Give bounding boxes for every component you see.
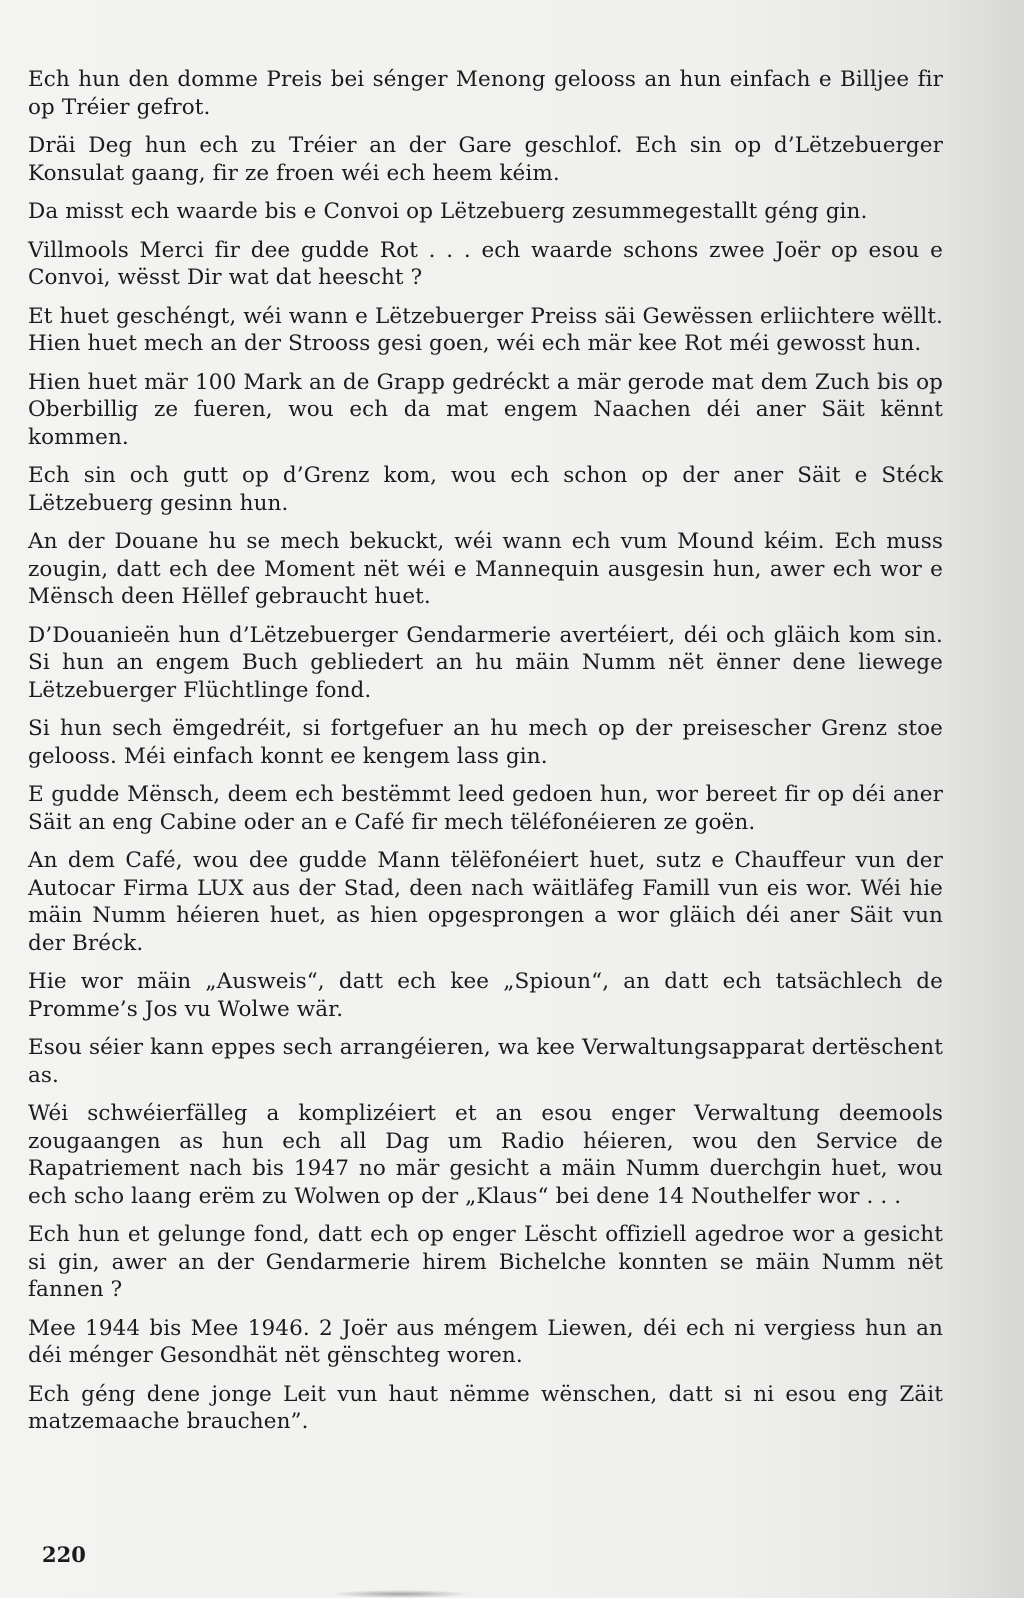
- page-number: 220: [42, 1542, 86, 1567]
- paragraph: Hie wor mäin „Ausweis“, datt ech kee „Spioun“, an datt ech tatsächlech de Promme’s Jos vu Wolwe wär.: [28, 969, 943, 1022]
- paragraph: An dem Café, wou dee gudde Mann tëlëfonéiert huet, sutz e Chauffeur vun der Autocar Firma LUX aus der Stad, deen nach wäitläfeg Famill vun eis wor. Wéi hie mäin Numm héieren huet, as hien opgesprongen a wor gläich déi aner Säit vun der Bréck.: [28, 848, 943, 956]
- paragraph: Villmools Merci fir dee gudde Rot . . . ech waarde schons zwee Joër op esou e Convoi, wësst Dir wat dat heescht ?: [28, 237, 943, 290]
- page-edge-shadow: [330, 1590, 470, 1598]
- paragraph: Si hun sech ëmgedréit, si fortgefuer an hu mech op der preisescher Grenz stoe gelooss. Méi einfach konnt ee kengem lass gin.: [28, 716, 943, 769]
- paragraph: Et huet geschéngt, wéi wann e Lëtzebuerger Preiss säi Gewëssen erliichtere wëllt. Hien huet mech an der Strooss gesi goen, wéi ech mär kee Rot méi gewosst hun.: [28, 303, 943, 356]
- paragraph: Ech géng dene jonge Leit vun haut nëmme wënschen, datt si ni esou eng Zäit matzemaache brauchen”.: [28, 1381, 943, 1434]
- paragraph: E gudde Mënsch, deem ech bestëmmt leed gedoen hun, wor bereet fir op déi aner Säit an eng Cabine oder an e Café fir mech tëléfonéieren ze goën.: [28, 782, 943, 835]
- paragraph: D’Douanieën hun d’Lëtzebuerger Gendarmerie avertéiert, déi och gläich kom sin. Si hun an engem Buch gebliedert an hu mäin Numm nët ënner dene liewege Lëtzebuerger Flüchtlinge fond.: [28, 622, 943, 703]
- paragraph: Hien huet mär 100 Mark an de Grapp gedréckt a mär gerode mat dem Zuch bis op Oberbillig ze fueren, wou ech da mat engem Naachen déi aner Säit kënnt kommen.: [28, 369, 943, 450]
- paragraph: Esou séier kann eppes sech arrangéieren, wa kee Verwaltungsapparat dertëschent as.: [28, 1035, 943, 1088]
- paragraph: An der Douane hu se mech bekuckt, wéi wann ech vum Mound kéim. Ech muss zougin, datt ech dee Moment nët wéi e Mannequin ausgesin hun, awer ech wor e Mënsch deen Hëllef gebraucht huet.: [28, 529, 943, 609]
- paragraph: Da misst ech waarde bis e Convoi op Lëtzebuerg zesummegestallt géng gin.: [28, 199, 868, 224]
- paragraph: Ech hun den domme Preis bei sénger Menong gelooss an hun einfach e Billjee fir op Tréier gefrot.: [28, 67, 943, 120]
- paragraph: Dräi Deg hun ech zu Tréier an der Gare geschlof. Ech sin op d’Lëtzebuerger Konsulat gaang, fir ze froen wéi ech heem kéim.: [28, 133, 943, 186]
- body-text: [28, 66, 943, 1447]
- paragraph: Mee 1944 bis Mee 1946. 2 Joër aus méngem Liewen, déi ech ni vergiess hun an déi ménger Gesondhät nët gënschteg woren.: [28, 1315, 943, 1368]
- paragraph: Ech sin och gutt op d’Grenz kom, wou ech schon op der aner Säit e Stéck Lëtzebuerg gesinn hun.: [28, 463, 943, 516]
- paragraph: Wéi schwéierfälleg a komplizéiert et an esou enger Verwaltung deemools zougaangen as hun ech all Dag um Radio héieren, wou den Service de Rapatriement nach bis 1947 no mär gesicht a mäin Numm duerchgin huet, wou ech scho laang erëm zu Wolwen op der „Klaus“ bei dene 14 Nouthelfer wor . . .: [28, 1101, 943, 1209]
- paragraph: Ech hun et gelunge fond, datt ech op enger Lëscht offiziell agedroe wor a gesicht si gin, awer an der Gendarmerie hirem Bichelche konnten se mäin Numm nët fannen ?: [28, 1222, 943, 1302]
